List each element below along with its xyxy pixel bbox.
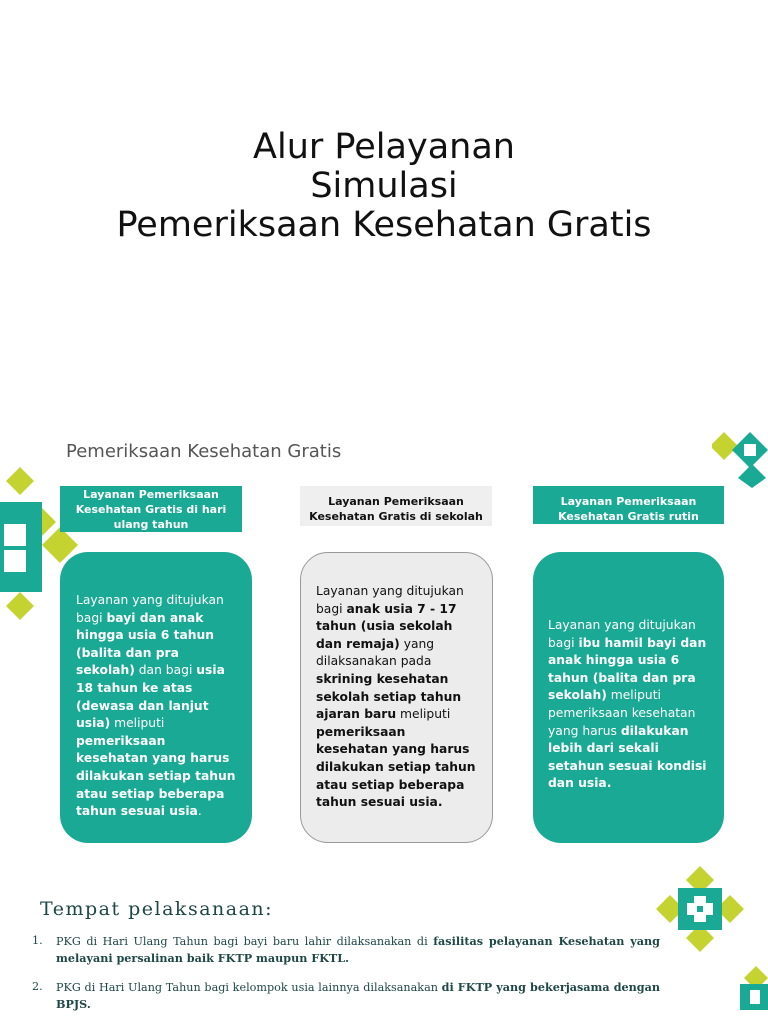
bold-text-segment: bayi dan anak hingga usia 6 tahun (balita dan pra sekolah) bbox=[76, 610, 215, 678]
list-item bbox=[32, 933, 660, 967]
bold-text-segment: di FKTP yang bekerjasama dengan BPJS. bbox=[56, 980, 660, 1011]
bold-text-segment: ibu hamil bayi dan anak hingga usia 6 tahun (balita dan pra sekolah) bbox=[548, 635, 707, 703]
bold-text-segment: usia 18 tahun ke atas (dewasa dan lanjut usia) bbox=[76, 663, 225, 731]
header-ulang-tahun bbox=[60, 486, 242, 532]
card-ulang-tahun bbox=[60, 552, 252, 843]
bottom-right-ornament-icon bbox=[656, 866, 744, 952]
card-sekolah bbox=[300, 552, 493, 843]
header-sekolah-label: Layanan Pemeriksaan Kesehatan Gratis di sekolah bbox=[309, 495, 483, 523]
card-sekolah-text bbox=[316, 584, 476, 809]
text-segment: yang dilaksanakan pada bbox=[316, 636, 435, 669]
text-segment: PKG di Hari Ulang Tahun bagi bayi baru lahir dilaksanakan di bbox=[56, 935, 434, 948]
text-segment: meliputi bbox=[396, 707, 451, 722]
card-rutin bbox=[533, 552, 724, 843]
text-segment: . bbox=[197, 804, 202, 819]
header-sekolah bbox=[300, 486, 492, 526]
header-ulang-tahun-label: Layanan Pemeriksaan Kesehatan Gratis di hari ulang tahun bbox=[75, 488, 227, 531]
text-segment: meliputi bbox=[110, 716, 165, 731]
list-item-number: 1. bbox=[32, 934, 43, 947]
slide-title bbox=[0, 128, 768, 245]
section-subtitle: Pemeriksaan Kesehatan Gratis bbox=[66, 441, 342, 462]
top-right-ornament-icon bbox=[712, 430, 768, 488]
tempat-heading: Tempat pelaksanaan: bbox=[40, 898, 274, 920]
card-rutin-text bbox=[548, 618, 707, 790]
title-line-2: Simulasi bbox=[310, 166, 458, 206]
list-item-text bbox=[56, 981, 660, 1011]
text-segment: Layanan yang ditujukan bagi bbox=[548, 618, 696, 650]
text-segment: Layanan yang ditujukan bagi bbox=[76, 593, 224, 625]
header-rutin bbox=[533, 486, 724, 524]
card-ulang-tahun-text bbox=[76, 593, 236, 818]
title-line-1: Alur Pelayanan bbox=[253, 127, 515, 167]
text-segment: Layanan yang ditujukan bagi bbox=[316, 584, 464, 616]
bold-text-segment: anak usia 7 - 17 tahun (usia sekolah dan remaja) bbox=[316, 601, 457, 651]
list-item bbox=[32, 979, 660, 1013]
list-item-text bbox=[56, 935, 660, 965]
bold-text-segment: dilakukan lebih dari sekali setahun sesuai kondisi dan usia. bbox=[548, 723, 707, 791]
bold-text-segment: pemeriksaan kesehatan yang harus dilakukan setiap tahun atau setiap beberapa tahun sesuai usia. bbox=[316, 724, 476, 810]
bold-text-segment: fasilitas pelayanan Kesehatan yang melayani persalinan baik FKTP maupun FKTL. bbox=[56, 934, 660, 965]
header-rutin-label: Layanan Pemeriksaan Kesehatan Gratis rutin bbox=[558, 495, 699, 523]
text-segment: meliputi pemeriksaan kesehatan yang harus bbox=[548, 688, 696, 738]
bold-text-segment: pemeriksaan kesehatan yang harus dilakukan setiap tahun atau setiap beberapa tahun sesuai usia bbox=[76, 733, 236, 819]
text-segment: dan bagi bbox=[134, 663, 197, 678]
corner-ornament-icon bbox=[736, 966, 768, 1016]
tempat-list bbox=[32, 933, 660, 1025]
text-segment: PKG di Hari Ulang Tahun bagi kelompok usia lainnya dilaksanakan bbox=[56, 981, 442, 994]
list-item-number: 2. bbox=[32, 980, 43, 993]
title-line-3: Pemeriksaan Kesehatan Gratis bbox=[116, 205, 652, 245]
bold-text-segment: skrining kesehatan sekolah setiap tahun ajaran baru bbox=[316, 671, 462, 722]
